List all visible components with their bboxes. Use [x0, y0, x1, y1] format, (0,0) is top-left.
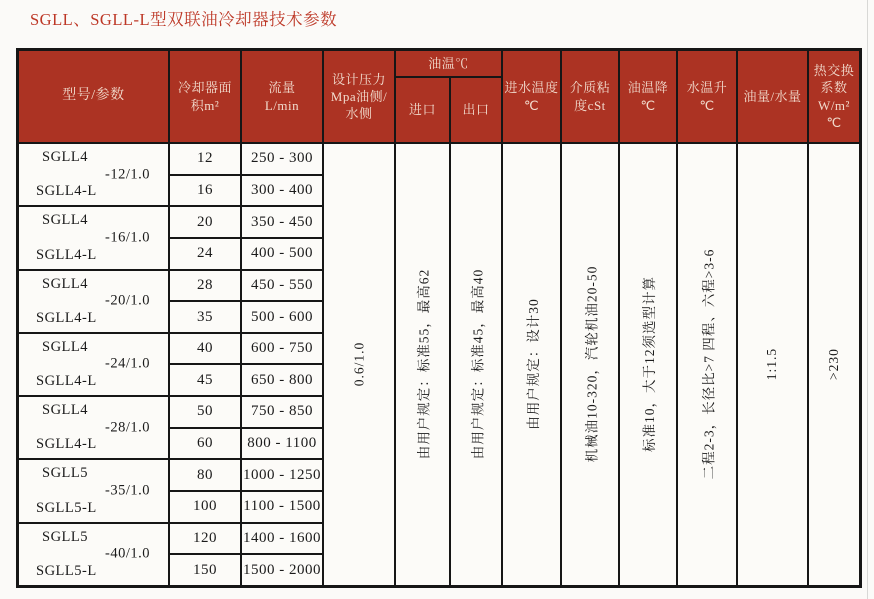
oil-water-ratio-value: 1:1.5	[764, 348, 780, 381]
area-value: 60	[170, 429, 240, 459]
model-spec: -16/1.0	[105, 229, 150, 246]
header-oil-inlet: 进口	[396, 78, 449, 142]
water-temp-rise-value: 二程2-3，长径比>7 四程、六程>3-6	[701, 249, 716, 480]
model-name-b: SGLL5-L	[36, 562, 97, 579]
area-value: 35	[170, 302, 240, 332]
area-value: 40	[170, 334, 240, 364]
model-name-a: SGLL4	[42, 402, 88, 419]
header-oil-outlet: 出口	[451, 78, 501, 142]
oil-outlet-temp-cell	[451, 144, 501, 585]
flow-value: 750 - 850	[242, 397, 322, 427]
design-pressure-value: 0.6/1.0	[350, 342, 366, 387]
scan-page-edge	[867, 0, 868, 599]
model-cell	[19, 397, 168, 458]
model-spec: -12/1.0	[105, 166, 150, 183]
flow-value: 400 - 500	[242, 239, 322, 269]
model-name-b: SGLL4-L	[36, 309, 97, 326]
viscosity-value: 机械油10-320，汽轮机油20-50	[584, 266, 599, 463]
page-title: SGLL、SGLL-L型双联油冷却器技术参数	[30, 10, 338, 29]
header-heat-coefficient: 热交换 系数 W/m² ℃	[809, 51, 859, 142]
header-water-inlet-temp: 进水温度 ℃	[503, 51, 560, 142]
model-name-b: SGLL4-L	[36, 246, 97, 263]
flow-value: 300 - 400	[242, 176, 322, 206]
flow-value: 250 - 300	[242, 144, 322, 174]
area-value: 50	[170, 397, 240, 427]
heat-coefficient-cell	[809, 144, 859, 585]
model-cell	[19, 334, 168, 395]
model-spec: -20/1.0	[105, 292, 150, 309]
design-pressure-cell	[324, 144, 394, 585]
area-value: 80	[170, 460, 240, 490]
oil-inlet-temp-value: 由用户规定：标准55，最高62	[416, 269, 432, 460]
viscosity-cell	[562, 144, 618, 585]
model-spec: -35/1.0	[105, 482, 150, 499]
area-value: 150	[170, 555, 240, 585]
area-value: 16	[170, 176, 240, 206]
area-value: 45	[170, 365, 240, 395]
model-spec: -28/1.0	[105, 419, 150, 436]
header-design-pressure: 设计压力 Mpa油侧/ 水侧	[324, 51, 394, 142]
oil-temp-drop-cell	[620, 144, 676, 585]
header-oil-temp-group: 油温℃	[396, 51, 501, 76]
model-name-a: SGLL5	[42, 528, 88, 545]
water-inlet-temp-value: 由用户规定：设计30	[525, 298, 541, 431]
flow-value: 600 - 750	[242, 334, 322, 364]
header-oil-temp-drop: 油温降 ℃	[620, 51, 676, 142]
oil-water-ratio-cell	[738, 144, 807, 585]
model-name-b: SGLL4-L	[36, 373, 97, 390]
header-viscosity: 介质粘 度cSt	[562, 51, 618, 142]
model-cell	[19, 144, 168, 205]
flow-value: 1000 - 1250	[242, 460, 322, 490]
header-area: 冷却器面 积m²	[170, 51, 240, 142]
flow-value: 1100 - 1500	[242, 492, 322, 522]
model-spec: -40/1.0	[105, 545, 150, 562]
flow-value: 1500 - 2000	[242, 555, 322, 585]
oil-outlet-temp-value: 由用户规定：标准45，最高40	[470, 269, 485, 460]
model-cell	[19, 524, 168, 585]
area-value: 28	[170, 271, 240, 301]
model-name-a: SGLL4	[42, 149, 88, 165]
water-inlet-temp-cell	[503, 144, 560, 585]
model-cell	[19, 207, 168, 268]
area-value: 12	[170, 144, 240, 174]
oil-inlet-temp-cell	[396, 144, 449, 585]
model-name-a: SGLL4	[42, 212, 88, 229]
header-model: 型号/参数	[19, 51, 168, 142]
flow-value: 1400 - 1600	[242, 524, 322, 554]
water-temp-rise-cell	[678, 144, 736, 585]
model-spec: -24/1.0	[105, 355, 150, 372]
flow-value: 650 - 800	[242, 365, 322, 395]
flow-value: 800 - 1100	[242, 429, 322, 459]
model-name-b: SGLL4-L	[36, 183, 97, 200]
model-name-a: SGLL5	[42, 465, 88, 482]
oil-temp-drop-value: 标准10，大于12须选型计算	[642, 276, 657, 453]
area-value: 24	[170, 239, 240, 269]
header-water-temp-rise: 水温升 ℃	[678, 51, 736, 142]
model-name-b: SGLL4-L	[36, 436, 97, 453]
header-flow: 流量 L/min	[242, 51, 322, 142]
area-value: 120	[170, 524, 240, 554]
model-name-a: SGLL4	[42, 275, 88, 292]
area-value: 100	[170, 492, 240, 522]
spec-table	[16, 48, 862, 588]
header-oil-water-ratio: 油量/水量	[738, 51, 807, 142]
model-name-a: SGLL4	[42, 338, 88, 355]
model-cell	[19, 271, 168, 332]
heat-coefficient-value: >230	[826, 348, 841, 381]
flow-value: 500 - 600	[242, 302, 322, 332]
flow-value: 350 - 450	[242, 207, 322, 237]
flow-value: 450 - 550	[242, 271, 322, 301]
model-cell	[19, 460, 168, 521]
model-name-b: SGLL5-L	[36, 499, 97, 516]
area-value: 20	[170, 207, 240, 237]
